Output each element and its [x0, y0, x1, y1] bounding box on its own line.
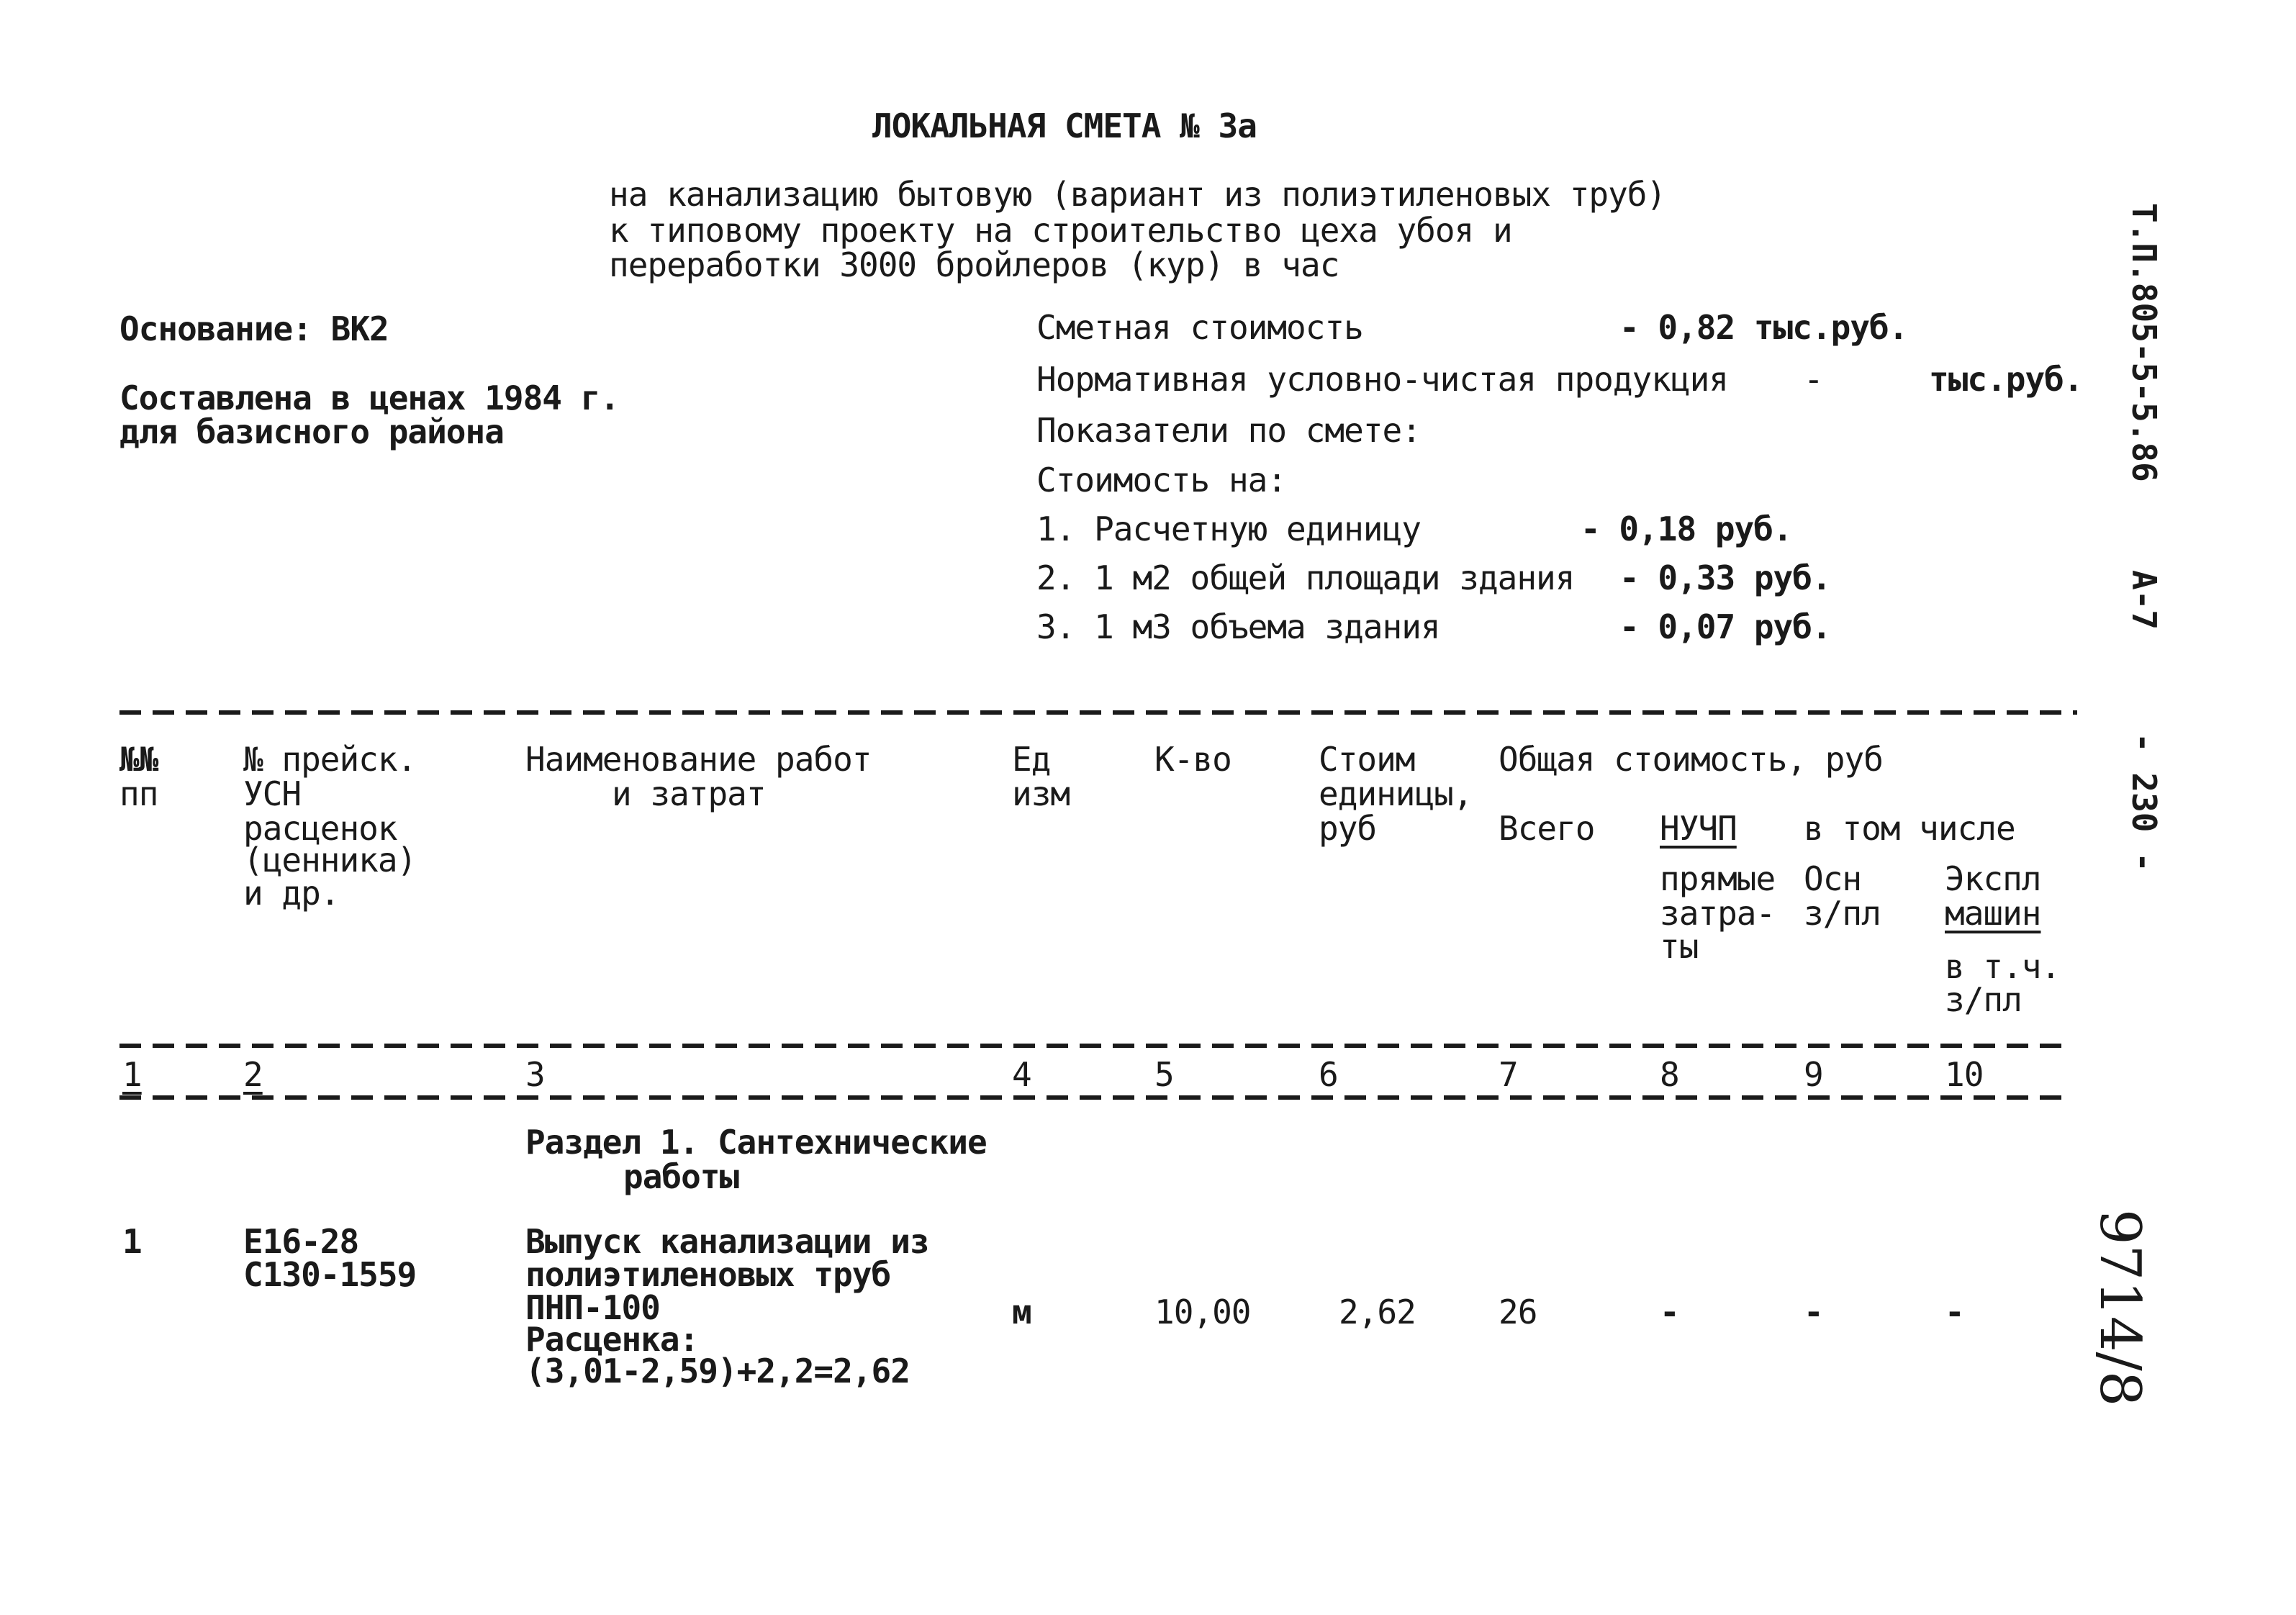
prices-line-2: для базисного района — [119, 412, 504, 451]
norm-value: - — [1804, 360, 1823, 399]
header-price-2: УСН — [243, 774, 302, 813]
header-direct-3: ты — [1660, 927, 1699, 966]
doc-subtitle-line-2: к типовому проекту на строительство цеха убоя и — [609, 211, 1512, 250]
indicator-row-2-label: 2. 1 м2 общей площади здания — [1036, 558, 1575, 597]
header-price-3: расценок — [243, 809, 397, 848]
col-number-8: 8 — [1660, 1055, 1679, 1094]
header-work-name-2: и затрат — [612, 774, 766, 813]
row-1-machine: - — [1945, 1293, 1964, 1331]
header-nuchp: НУЧП — [1660, 809, 1737, 848]
header-unit-1: Ед — [1012, 740, 1051, 779]
row-1-unit: м — [1012, 1293, 1031, 1331]
row-1-code-2: С130-1559 — [243, 1255, 417, 1294]
header-price-5: и др. — [243, 874, 340, 913]
header-direct-1: прямые — [1660, 859, 1776, 898]
cost-value: - 0,82 тыс.руб. — [1619, 308, 1908, 347]
indicator-row-3-value: - 0,07 руб. — [1619, 607, 1831, 646]
col-number-10: 10 — [1945, 1055, 1984, 1094]
header-all: Всего — [1499, 809, 1595, 848]
row-1-total: 26 — [1499, 1293, 1537, 1331]
header-base-wage-2: з/пл — [1804, 894, 1881, 933]
table-top-rule — [119, 710, 2077, 715]
row-1-qty: 10,00 — [1154, 1293, 1251, 1331]
norm-label: Нормативная условно-чистая продукция — [1036, 360, 1728, 399]
indicators-label: Показатели по смете: — [1036, 411, 1421, 450]
header-num-2: пп — [119, 774, 158, 813]
indicator-row-1-value: - 0,18 руб. — [1581, 510, 1792, 548]
col-number-6: 6 — [1319, 1055, 1338, 1094]
col-number-7: 7 — [1499, 1055, 1518, 1094]
header-price-1: № прейск. — [243, 740, 417, 779]
col-number-9: 9 — [1804, 1055, 1823, 1094]
header-total-cost: Общая стоимость, руб — [1499, 740, 1883, 779]
header-unit-cost-2: единицы, — [1319, 774, 1473, 813]
row-1-name-4: Расценка: — [525, 1320, 699, 1359]
header-direct-2: затра- — [1660, 894, 1776, 933]
album-number: А-7 — [2125, 570, 2164, 630]
header-unit-cost-1: Стоим — [1319, 740, 1415, 779]
row-1-name-2: полиэтиленовых труб — [525, 1255, 891, 1294]
row-1-name-1: Выпуск канализации из — [525, 1222, 929, 1261]
page-number: - 230 - — [2125, 733, 2164, 872]
col-number-4: 4 — [1012, 1055, 1031, 1094]
row-1-name-3: ПНП-100 — [525, 1288, 660, 1327]
row-1-base-wage: - — [1804, 1293, 1823, 1331]
section-heading-1: Раздел 1. Сантехнические — [525, 1123, 987, 1162]
header-unit-cost-3: руб — [1319, 809, 1377, 848]
row-1-direct: - — [1660, 1293, 1679, 1331]
project-code: Т.П.805-5-5.86 — [2125, 203, 2164, 482]
header-work-name-1: Наименование работ — [525, 740, 872, 779]
header-machine-1: Экспл — [1945, 859, 2041, 898]
section-heading-2: работы — [623, 1157, 739, 1196]
prices-line-1: Составлена в ценах 1984 г. — [119, 379, 620, 417]
col-number-2: 2 — [243, 1055, 263, 1094]
header-num-1: №№ — [119, 740, 158, 779]
cost-on-label: Стоимость на: — [1036, 461, 1287, 499]
doc-subtitle-line-3: переработки 3000 бройлеров (кур) в час — [609, 245, 1339, 284]
doc-subtitle-line-1: на канализацию бытовую (вариант из полиэтиленовых труб) — [609, 175, 1666, 214]
col-number-1: 1 — [122, 1055, 142, 1094]
indicator-row-1-label: 1. Расчетную единицу — [1036, 510, 1421, 548]
indicator-row-2-value: - 0,33 руб. — [1619, 558, 1831, 597]
row-1-code-1: Е16-28 — [243, 1222, 359, 1261]
indicator-row-3-label: 3. 1 м3 объема здания — [1036, 607, 1440, 646]
header-incl-wage-2: з/пл — [1945, 980, 2022, 1019]
col-number-3: 3 — [525, 1055, 545, 1094]
doc-title: ЛОКАЛЬНАЯ СМЕТА № 3а — [872, 107, 1257, 145]
header-unit-2: изм — [1012, 774, 1070, 813]
header-base-wage-1: Осн — [1804, 859, 1862, 898]
basis: Основание: ВК2 — [119, 309, 389, 348]
cost-label: Сметная стоимость — [1036, 308, 1363, 347]
header-machine-2: машин — [1945, 894, 2041, 933]
header-incl-wage-1: в т.ч. — [1945, 947, 2061, 986]
row-1-number: 1 — [122, 1222, 142, 1261]
norm-unit: тыс.руб. — [1929, 360, 2083, 399]
header-including: в том числе — [1804, 809, 2015, 848]
row-1-name-5: (3,01-2,59)+2,2=2,62 — [525, 1352, 910, 1390]
header-price-4: (ценника) — [243, 841, 417, 879]
col-number-5: 5 — [1154, 1055, 1174, 1094]
header-qty: К-во — [1154, 740, 1231, 779]
column-numbers-rule — [119, 1095, 2063, 1100]
row-1-price: 2,62 — [1339, 1293, 1416, 1331]
header-bottom-rule — [119, 1044, 2063, 1048]
handwritten-inventory-number: 9714/8 — [2087, 1209, 2152, 1407]
